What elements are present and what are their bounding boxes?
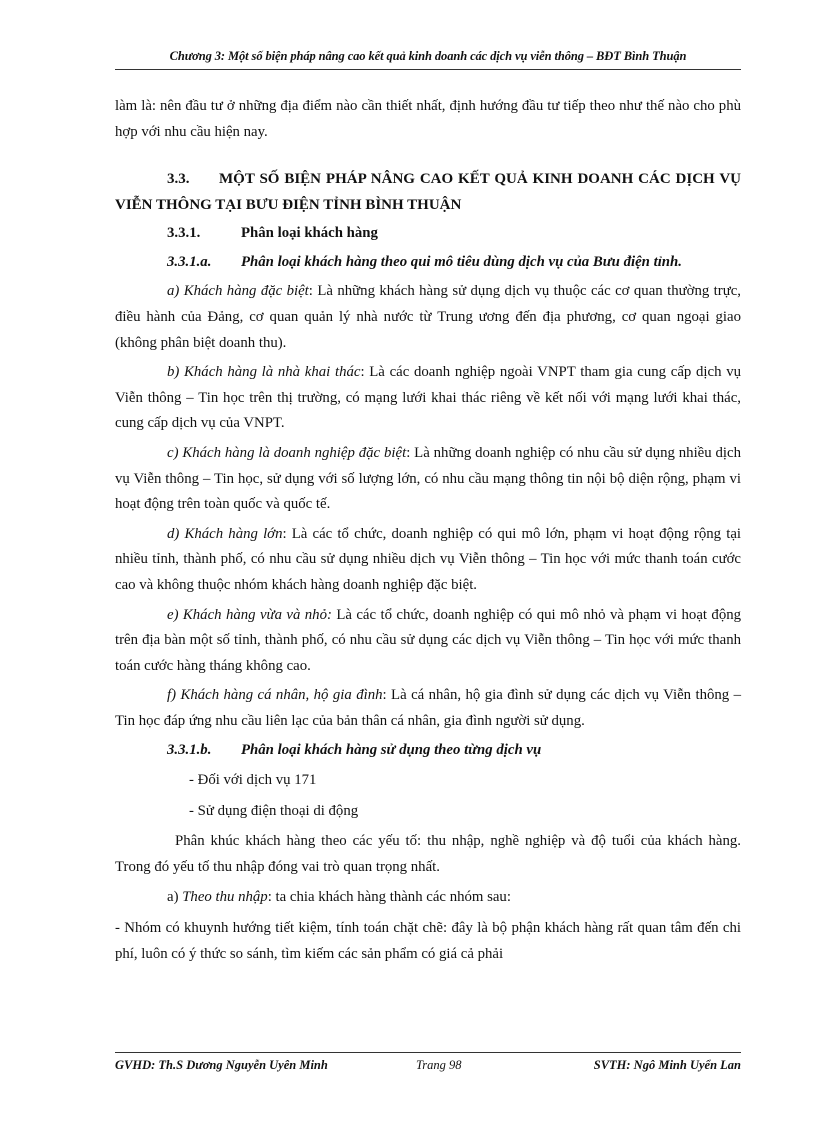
customer-type-paragraph [115, 683, 741, 734]
subsub-b-number: 3.3.1.b. [167, 742, 212, 759]
customer-type-text: : Là cá nhân, hộ gia đình sử dụng các dịch vụ Viễn thông – Tin học đáp ứng nhu cầu liên lạc của bản thân cá nhân, gia đình người sử dụng. [115, 687, 742, 729]
income-item-text: : ta chia khách hàng thành các nhóm sau: [267, 889, 511, 906]
section-title: MỘT SỐ BIỆN PHÁP NÂNG CAO KẾT QUẢ KINH DOANH CÁC DỊCH VỤ VIỄN THÔNG TẠI BƯU ĐIỆN TỈNH BÌNH THUẬN [115, 171, 741, 214]
subsub-a-heading [115, 250, 741, 276]
customer-type-text: Là các tổ chức, doanh nghiệp có qui mô nhỏ và phạm vi hoạt động trên địa bàn một số tỉnh, thành phố, có nhu cầu sử dụng các dịch vụ Viễn thông – Tin học với mức thanh toán cước hàng tháng không cao. [115, 606, 742, 674]
bullet-item: - Đối với dịch vụ 171 [189, 772, 317, 789]
segment-paragraph: Phân khúc khách hàng theo các yếu tố: thu nhập, nghề nghiệp và độ tuổi của khách hàng. Trong đó yếu tố thu nhập đóng vai trò quan trọng nhất. [115, 833, 741, 875]
subsub-a-number: 3.3.1.a. [167, 253, 212, 270]
header-rule [115, 69, 741, 70]
footer-student: SVTH: Ngô Minh Uyển Lan [593, 1058, 741, 1072]
subsection-heading [115, 221, 741, 247]
subsection-number: 3.3.1. [167, 225, 201, 242]
footer-advisor: GVHD: Th.S Dương Nguyễn Uyên Minh [115, 1058, 328, 1072]
income-item [115, 885, 741, 911]
customer-type-label: c) Khách hàng là doanh nghiệp đặc biệt [167, 444, 407, 461]
customer-type-text: : Là các doanh nghiệp ngoài VNPT tham gia cung cấp dịch vụ Viễn thông – Tin học trên thị trường, có mạng lưới khai thác riêng về kết nối với mạng lưới khai thác, cung cấp dịch vụ của VNPT. [115, 364, 741, 432]
customer-type-label: f) Khách hàng cá nhân, hộ gia đình [167, 687, 383, 704]
intro-paragraph: làm là: nên đầu tư ở những địa điểm nào cần thiết nhất, định hướng đầu tư tiếp theo như thế nào cho phù hợp với nhu cầu hiện nay. [115, 98, 741, 140]
customer-type-label: e) Khách hàng vừa và nhỏ: [167, 606, 332, 623]
customer-type-label: b) Khách hàng là nhà khai thác [167, 364, 361, 381]
customer-type-text: : Là những khách hàng sử dụng dịch vụ thuộc các cơ quan thường trực, điều hành của Đảng, cơ quan quản lý nhà nước từ Trung ương đến địa phương, cơ quan ngoại giao (không phân biệt doanh thu). [115, 283, 741, 351]
subsub-a-title: Phân loại khách hàng theo qui mô tiêu dùng dịch vụ của Bưu điện tỉnh. [241, 253, 682, 270]
subsection-title: Phân loại khách hàng [241, 225, 378, 242]
customer-type-paragraph [115, 441, 741, 518]
group-paragraph: - Nhóm có khuynh hướng tiết kiệm, tính toán chặt chẽ: đây là bộ phận khách hàng rất quan tâm đến chi phí, luôn có ý thức so sánh, tìm kiếm các sản phẩm có giá cả phải [115, 920, 741, 962]
subsub-b-title: Phân loại khách hàng sử dụng theo từng dịch vụ [241, 742, 542, 759]
customer-type-paragraph [115, 522, 741, 599]
section-heading [115, 166, 741, 218]
customer-type-text: : Là các tổ chức, doanh nghiệp có qui mô lớn, phạm vi hoạt động rộng tại nhiều tỉnh, thành phố, có nhu cầu sử dụng nhiều dịch vụ Viễn thông – Tin học với mức thanh toán cước cao và không thuộc nhóm khách hàng doanh nghiệp đặc biệt. [115, 525, 742, 593]
page-header: Chương 3: Một số biện pháp nâng cao kết quả kinh doanh các dịch vụ viễn thông – BĐT Bình Thuận [169, 49, 687, 63]
income-item-label: Theo thu nhập [182, 889, 268, 906]
section-number: 3.3. [167, 171, 190, 188]
customer-type-label: a) Khách hàng đặc biệt [167, 283, 309, 300]
customer-type-paragraph [115, 360, 741, 437]
footer-rule [115, 1052, 741, 1053]
bullet-item: - Sử dụng điện thoại di động [189, 802, 359, 819]
footer-page-number: Trang 98 [416, 1058, 462, 1072]
customer-type-paragraph [115, 603, 741, 680]
income-item-prefix: a) [167, 889, 183, 906]
customer-type-paragraph [115, 279, 741, 356]
subsub-b-heading [115, 738, 741, 764]
customer-type-label: d) Khách hàng lớn [167, 525, 283, 542]
page-body [115, 94, 741, 967]
customer-type-text: : Là những doanh nghiệp có nhu cầu sử dụng nhiều dịch vụ Viễn thông – Tin học, sử dụng với số lượng lớn, có nhu cầu mạng thông tin nội bộ diện rộng, phạm vi hoạt động trên toàn quốc và quốc tế. [115, 444, 741, 513]
